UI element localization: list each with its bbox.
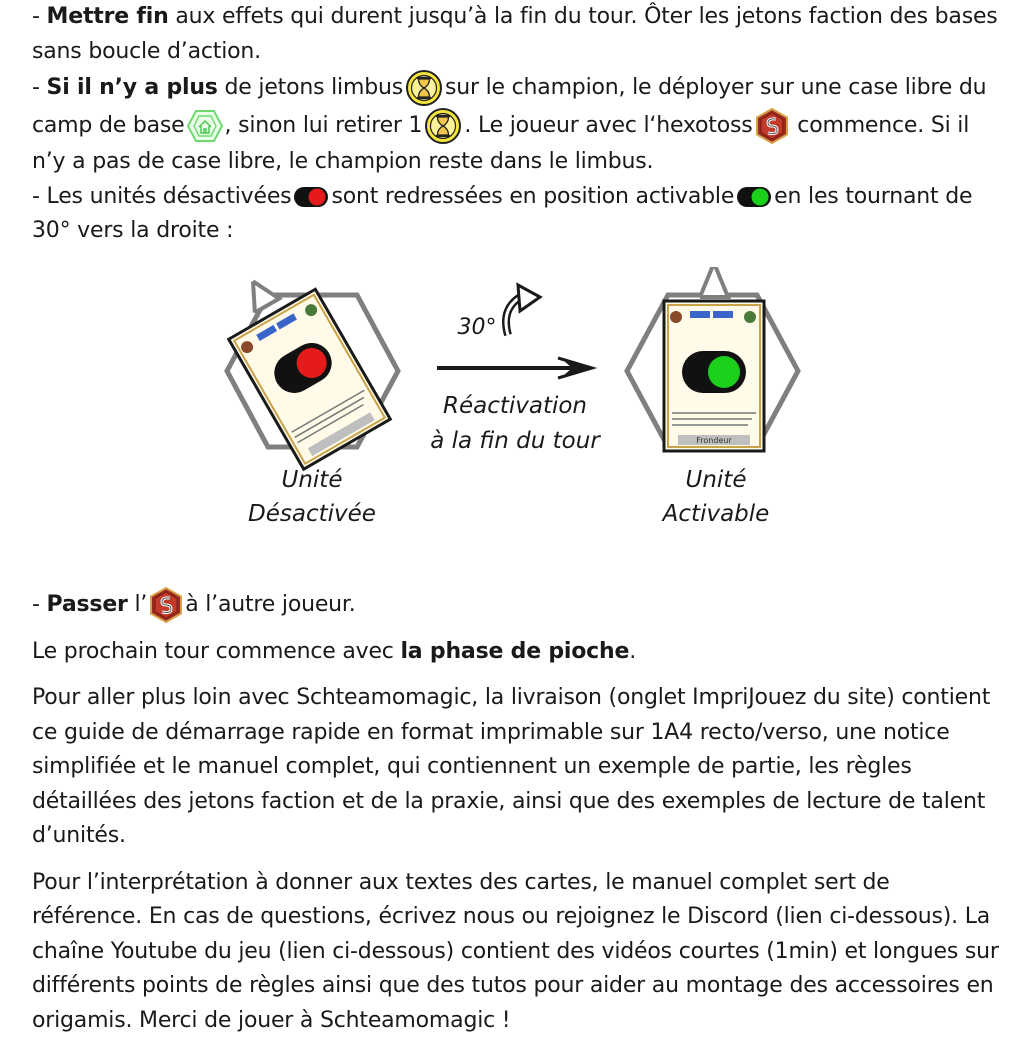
next-turn: Le prochain tour commence avec la phase de pioche. bbox=[32, 635, 1000, 670]
hourglass-icon bbox=[405, 69, 443, 107]
reactivation-arrow bbox=[437, 358, 592, 378]
rule-deploy-champion: - Si il n’y a plus de jetons limbus sur le champion, le déployer sur une case libre du camp de base , sinon lui retirer 1 . Le joueur avec l‘hexotoss commence. Si il n’y a pas de case libre, le champion reste dans le limbus. bbox=[32, 69, 1000, 180]
paragraph-interpretation: Pour l’interprétation à donner aux textes des cartes, le manuel complet sert de référence. En cas de questions, écrivez nous ou rejoignez le Discord (lien ci-dessous). La chaîne Youtube du jeu (lien ci-dessous) contient des vidéos courtes (1min) et longues sur différents points de règles ainsi que des tutos pour aider au montage des accessoires en origamis. Merci de jouer à Schteamomagic ! bbox=[32, 866, 1000, 1038]
activable-unit-figure bbox=[627, 267, 798, 451]
keyword-si-il-ny-a-plus: Si il n’y a plus bbox=[47, 75, 218, 100]
deactivated-unit-figure bbox=[210, 267, 398, 469]
rotate-arrow-icon bbox=[506, 285, 540, 335]
right-card bbox=[664, 301, 764, 451]
toggle-green-icon bbox=[736, 186, 772, 208]
right-caption-line-2: Activable bbox=[626, 497, 806, 531]
rule-end-effects: - Mettre fin aux effets qui durent jusqu’à la fin du tour. Ôter les jetons faction des bases sans boucle d’action. bbox=[32, 0, 1000, 69]
toggle-red-icon bbox=[293, 186, 329, 208]
hexagon-base-icon bbox=[187, 109, 223, 143]
hourglass-icon bbox=[424, 107, 462, 145]
keyword-mettre-fin: Mettre fin bbox=[47, 4, 169, 29]
rules-page bbox=[32, 0, 1000, 1038]
right-card-arrow bbox=[700, 267, 728, 297]
card-name: Frondeur bbox=[676, 436, 752, 446]
rule-pass-hexotoss: - Passer l’ à l’autre joueur. bbox=[32, 587, 1000, 623]
hexotoss-icon bbox=[149, 587, 183, 623]
keyword-phase-de-pioche: la phase de pioche bbox=[400, 639, 629, 664]
right-caption-line-1: Unité bbox=[626, 463, 806, 497]
arrow-caption-line-2: à la fin du tour bbox=[408, 424, 622, 458]
arrow-caption-line-1: Réactivation bbox=[408, 389, 622, 423]
left-caption-line-2: Désactivée bbox=[222, 497, 402, 531]
keyword-passer: Passer bbox=[47, 592, 128, 617]
hexotoss-icon bbox=[755, 108, 789, 144]
paragraph-further: Pour aller plus loin avec Schteamomagic, la livraison (onglet ImpriJouez du site) contient ce guide de démarrage rapide en format imprimable sur 1A4 recto/verso, une notice simplifiée et le manuel complet, qui contiennent un exemple de partie, les règles détaillées des jetons faction et de la praxie, ainsi que des exemples de lecture de talent d’unités. bbox=[32, 681, 1000, 854]
angle-label: 30° bbox=[450, 311, 504, 345]
left-caption-line-1: Unité bbox=[222, 463, 402, 497]
rule-reactivate-units: - Les unités désactivées sont redressées en position activable en les tournant de 30° vers la droite : bbox=[32, 180, 1000, 249]
reactivation-diagram bbox=[32, 267, 1000, 587]
